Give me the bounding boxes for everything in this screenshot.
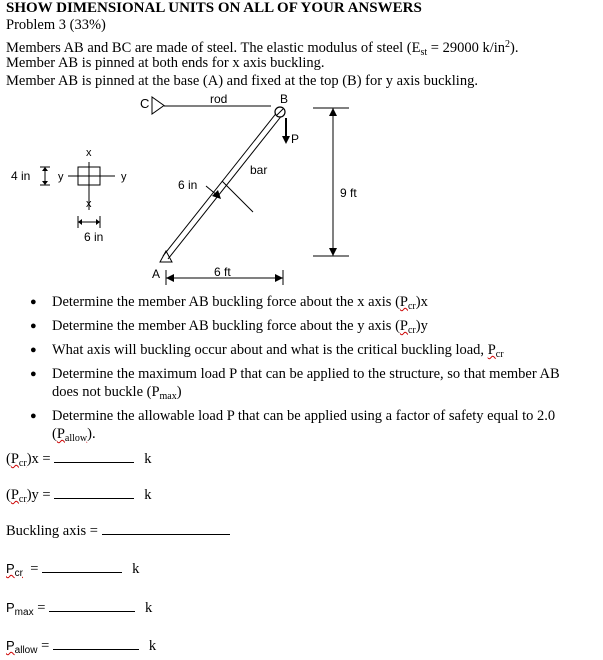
- label-rod: rod: [210, 92, 228, 106]
- task-symbol: [400, 318, 416, 334]
- given-y-condition: Member AB is pinned at the base (A) and fixed at the top (B) for y axis buckling.: [6, 73, 478, 89]
- label-y-right: y: [121, 171, 127, 183]
- task-item-pallow: [20, 407, 580, 448]
- answer-label-post: =: [37, 638, 50, 654]
- given-modulus-sub: st: [420, 47, 428, 58]
- structure-figure: [0, 0, 603, 290]
- answer-pcr-input[interactable]: [42, 558, 122, 573]
- label-b: B: [280, 92, 289, 106]
- dim-4in-arrow-down-icon: [42, 181, 48, 185]
- given-modulus-mid: = 29000 k/in: [427, 40, 506, 56]
- label-bar: bar: [250, 163, 268, 177]
- label-4in: 4 in: [11, 169, 31, 183]
- answer-pcrx-input[interactable]: [54, 448, 134, 463]
- answer-unit: k: [145, 600, 153, 616]
- answer-symbol: [11, 487, 27, 503]
- answer-symbol-p: P: [6, 561, 15, 576]
- task-symbol: [400, 294, 416, 310]
- answer-symbol: [6, 638, 38, 656]
- answer-label-pre: (: [6, 451, 11, 467]
- task-item-pmax: [20, 365, 580, 406]
- answer-axis-input[interactable]: [102, 520, 230, 535]
- dim-6in-arrow-left-icon: [78, 219, 82, 225]
- answer-symbol-p: P: [10, 451, 19, 467]
- task-symbol-sub: cr: [407, 301, 416, 312]
- task-symbol-sub: allow: [64, 433, 88, 444]
- label-6in-bottom: 6 in: [84, 230, 104, 244]
- answer-symbol: [6, 561, 24, 579]
- task-list: [20, 293, 580, 449]
- answer-symbol-sub: cr: [18, 494, 27, 505]
- task-item-pcr: [20, 341, 580, 364]
- task-text: What axis will buckling occur about and what is the critical buckling load,: [52, 342, 488, 358]
- answer-label-pre: (: [6, 487, 11, 503]
- task-text: Determine the allowable load P that can be applied using a factor of safety equal to 2.0 (: [52, 408, 556, 442]
- label-a: A: [152, 267, 161, 281]
- answer-symbol: [6, 600, 34, 618]
- given-modulus-pre: Members AB and BC are made of steel. The elastic modulus of steel (E: [6, 40, 421, 56]
- task-text-post: ).: [87, 426, 96, 442]
- given-modulus-sup: 2: [505, 39, 511, 50]
- task-symbol-p: P: [399, 294, 408, 310]
- task-text: Determine the maximum load P that can be applied to the structure, so that member AB does not buckle (P: [52, 366, 560, 400]
- answer-pmax: [6, 597, 152, 622]
- task-item-pcry: [20, 317, 580, 340]
- label-x-bottom: x: [86, 198, 92, 210]
- answer-pcry: [6, 484, 151, 509]
- given-modulus-post: ).: [510, 40, 519, 56]
- task-text-post: )y: [415, 318, 428, 334]
- answer-label-post: )x =: [26, 451, 51, 467]
- task-item-pcrx: [20, 293, 580, 316]
- answer-symbol-p: P: [6, 638, 15, 653]
- answer-unit: k: [144, 487, 152, 503]
- answer-pallow-input[interactable]: [53, 635, 139, 650]
- task-symbol-sub: max: [159, 391, 177, 402]
- answer-axis-label: Buckling axis =: [6, 523, 98, 539]
- answer-symbol: [11, 451, 27, 467]
- answer-symbol-sub: cr: [18, 458, 27, 469]
- dim-9ft-arrow-up-icon: [329, 108, 337, 116]
- task-symbol-sub: cr: [407, 325, 416, 336]
- dim-4in-arrow-up-icon: [42, 167, 48, 171]
- answer-label-post: =: [33, 600, 46, 616]
- answer-symbol-p: P: [10, 487, 19, 503]
- answer-unit: k: [132, 561, 140, 577]
- page-title: SHOW DIMENSIONAL UNITS ON ALL OF YOUR ANSWERS: [6, 0, 422, 16]
- answer-axis: [6, 520, 230, 540]
- label-x-top: x: [86, 147, 92, 159]
- task-text: Determine the member AB buckling force about the y axis (: [52, 318, 400, 334]
- answer-unit: k: [144, 451, 152, 467]
- load-p-arrow-icon: [282, 136, 290, 144]
- label-6in-section: 6 in: [178, 178, 198, 192]
- task-symbol-p: P: [399, 318, 408, 334]
- answer-symbol-sub: allow: [14, 645, 38, 656]
- section-cut-line: [222, 181, 253, 212]
- label-9ft: 9 ft: [340, 186, 357, 200]
- given-x-condition: Member AB is pinned at both ends for x axis buckling.: [6, 55, 325, 71]
- task-text: Determine the member AB buckling force about the x axis (: [52, 294, 400, 310]
- answer-pmax-input[interactable]: [49, 597, 135, 612]
- task-symbol-p: P: [487, 342, 496, 358]
- task-text-post: )x: [415, 294, 428, 310]
- task-symbol-p: P: [56, 426, 65, 442]
- answer-symbol-sub: max: [14, 607, 34, 618]
- support-c-icon: [152, 97, 164, 114]
- dim-6ft-arrow-right-icon: [275, 274, 283, 282]
- task-symbol: [57, 426, 87, 442]
- label-y-left: y: [58, 171, 64, 183]
- answer-pcry-input[interactable]: [54, 484, 134, 499]
- label-p: P: [291, 132, 300, 146]
- answer-symbol-p: P: [6, 600, 15, 615]
- answer-label-post: )y =: [26, 487, 51, 503]
- dim-6in-arrow-right-icon: [96, 219, 100, 225]
- problem-heading: Problem 3 (33%): [6, 17, 106, 33]
- answer-pcr: [6, 558, 139, 583]
- task-symbol-sub: cr: [495, 349, 504, 360]
- answer-symbol-sub: cr: [14, 568, 24, 579]
- task-symbol: [488, 342, 504, 358]
- dim-9ft-arrow-down-icon: [329, 248, 337, 256]
- label-c: C: [140, 96, 150, 111]
- answer-unit: k: [148, 638, 157, 654]
- answer-pcrx: [6, 448, 151, 473]
- answer-label-post: =: [23, 561, 39, 577]
- label-6ft: 6 ft: [214, 265, 231, 279]
- task-text-post: ): [176, 384, 182, 400]
- answer-pallow: [6, 635, 156, 660]
- dim-6ft-arrow-left-icon: [166, 274, 174, 282]
